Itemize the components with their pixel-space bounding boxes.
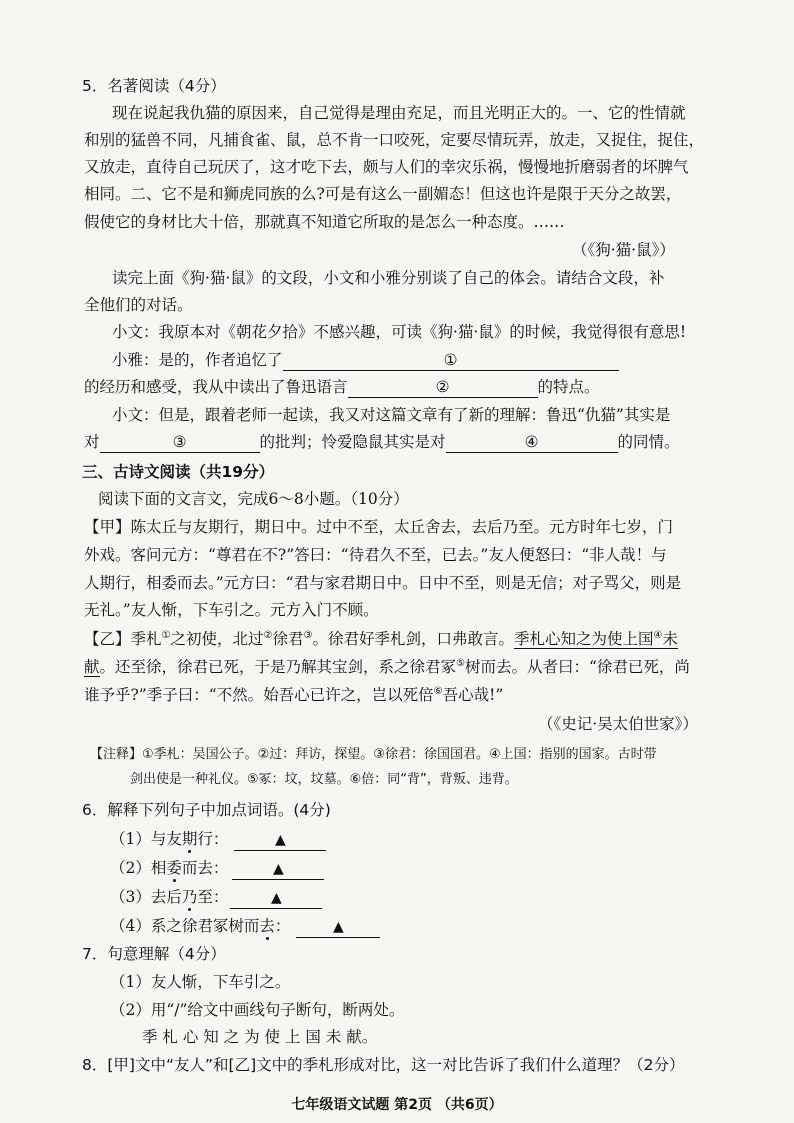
q6-answer-blank-4[interactable] bbox=[296, 916, 380, 938]
note-ref-4: ④ bbox=[653, 629, 663, 641]
q6-item-text: （1）与友 bbox=[110, 830, 182, 848]
q6-item-2 bbox=[110, 858, 324, 880]
q5-para-line-3: 又放走，直待自己玩厌了，这才吃下去，颇与人们的幸灾乐祸，慢慢地折磨弱者的坏脾气 bbox=[84, 158, 689, 176]
note-ref-1: ① bbox=[161, 629, 171, 641]
q6-answer-blank-3[interactable] bbox=[230, 887, 322, 909]
q8-title: 8．[甲]文中“友人”和[乙]文中的季札形成对比，这一对比告诉了我们什么道理？（2分） bbox=[82, 1056, 685, 1074]
q6-item-text: 至： bbox=[197, 888, 229, 906]
dotted-word: 期 bbox=[181, 830, 198, 848]
q5-title: 5．名著阅读（4分） bbox=[82, 77, 226, 95]
q6-item-3 bbox=[110, 887, 322, 909]
triangle-icon: ▲ bbox=[273, 861, 284, 877]
blank-marker-3: ③ bbox=[172, 433, 187, 451]
q7-sentence-to-punctuate: 季 札 心 知 之 为 使 上 国 未 献。 bbox=[142, 1028, 378, 1046]
note-ref-2: ② bbox=[263, 629, 273, 641]
q7-title: 7．句意理解（4分） bbox=[82, 945, 226, 963]
passage-b-text: 。徐君好季札剑，口弗敢言。 bbox=[312, 630, 514, 648]
triangle-icon: ▲ bbox=[333, 919, 344, 935]
passage-b-text: 谁予乎?”季子曰：“不然。始吾心已许之，岂以死倍 bbox=[84, 686, 434, 704]
q5-dialogue-4: 小文：但是，跟着老师一起读，我又对这篇文章有了新的理解：鲁迅“仇猫”其实是 bbox=[112, 406, 671, 424]
answer-blank-1[interactable] bbox=[283, 350, 619, 371]
answer-blank-4[interactable] bbox=[446, 432, 618, 453]
q5-dialogue-3 bbox=[84, 377, 600, 398]
triangle-icon: ▲ bbox=[271, 890, 282, 906]
section-3-instruction: 阅读下面的文言文，完成6～8小题。（10分） bbox=[98, 490, 409, 508]
q5-para-line-4: 相同。二、它不是和狮虎同族的么?可是有这么一副媚态！但这也许是限于天分之故罢， bbox=[84, 185, 682, 203]
passage-b-line-2 bbox=[84, 657, 690, 677]
q5-para-line-5: 假使它的身材比大十倍，那就真不知道它所取的是怎么一种态度。…… bbox=[84, 213, 565, 231]
blank-marker-2: ② bbox=[435, 378, 450, 396]
passage-a-line-1: 【甲】陈太丘与友期行，期日中。过中不至，太丘舍去，去后乃至。元方时年七岁，门 bbox=[84, 518, 674, 536]
q5-dialogue-5-end: 的同情。 bbox=[617, 433, 680, 451]
underlined-text: 季札心知之为使上国 bbox=[513, 630, 654, 648]
q6-item-text: （2）相 bbox=[110, 859, 167, 877]
passage-b-text: 。还至徐，徐君已死，于是乃解其宝剑，系之徐君冢 bbox=[99, 658, 457, 676]
q6-item-1 bbox=[110, 829, 326, 851]
triangle-icon: ▲ bbox=[275, 832, 286, 848]
q5-source: （《狗·猫·鼠》） bbox=[572, 241, 675, 259]
q6-answer-blank-2[interactable] bbox=[232, 858, 324, 880]
underlined-sentence-part-2: 献 bbox=[84, 658, 100, 676]
q7-item-2: （2）用“/”给文中画线句子断句，断两处。 bbox=[110, 1001, 405, 1019]
q6-item-text: （3）去后 bbox=[110, 888, 182, 906]
answer-blank-2[interactable] bbox=[348, 377, 538, 398]
q5-dialogue-5-mid: 的批判；怜爱隐鼠其实是对 bbox=[259, 433, 446, 451]
passage-b-text: 【乙】季札 bbox=[84, 630, 162, 648]
q5-dialogue-3-text: 的经历和感受，我从中读出了鲁迅语言 bbox=[84, 378, 348, 396]
q6-title: 6．解释下列句子中加点词语。(4分) bbox=[82, 801, 331, 819]
passage-a-line-3: 人期行，相委而去。”元方曰：“君与家君期日中。日中不至，则是无信；对子骂父，则是 bbox=[84, 574, 682, 592]
q5-instruction-1: 读完上面《狗·猫·鼠》的文段，小文和小雅分别谈了自己的体会。请结合文段，补 bbox=[112, 269, 665, 287]
passage-b-line-1 bbox=[84, 629, 678, 649]
underlined-text: 未 bbox=[662, 630, 678, 648]
passage-b-text: 树而去。从者曰：“徐君已死，尚 bbox=[465, 658, 690, 676]
passage-b-text: 徐君 bbox=[272, 630, 304, 648]
q5-para-line-1: 现在说起我仇猫的原因来，自己觉得是理由充足，而且光明正大的。一、它的性情就 bbox=[112, 104, 686, 122]
passage-a-line-2: 外戏。客问元方：“尊君在不?”答曰：“待君久不至，已去。”友人便怒曰：“非人哉！与 bbox=[84, 546, 667, 564]
q5-dialogue-2 bbox=[112, 350, 619, 371]
q5-instruction-2: 全他们的对话。 bbox=[84, 296, 193, 314]
q5-dialogue-3-end: 的特点。 bbox=[537, 378, 600, 396]
page-footer: 七年级语文试题 第2页 （共6页） bbox=[291, 1097, 503, 1113]
q6-item-text: ： bbox=[274, 917, 291, 935]
blank-marker-4: ④ bbox=[524, 433, 539, 451]
passage-b-line-3 bbox=[84, 685, 503, 705]
section-3-title: 三、古诗文阅读（共19分） bbox=[82, 463, 275, 481]
passage-b-text: 吾心哉!” bbox=[442, 686, 504, 704]
underlined-sentence-part-1 bbox=[514, 630, 678, 649]
passage-b-text: 之初使，北过 bbox=[170, 630, 264, 648]
answer-blank-3[interactable] bbox=[100, 432, 260, 453]
q5-dialogue-5 bbox=[84, 432, 680, 453]
passage-b-source: （《史记·吴太伯世家》） bbox=[538, 715, 698, 733]
note-ref-6: ⑥ bbox=[433, 685, 443, 697]
q5-dialogue-2-text: 小雅：是的，作者追忆了 bbox=[112, 351, 283, 369]
q6-item-text: 行： bbox=[197, 830, 229, 848]
note-ref-5: ⑤ bbox=[456, 657, 465, 669]
q6-item-4 bbox=[110, 916, 380, 938]
note-ref-3: ③ bbox=[303, 629, 313, 641]
q5-para-line-2: 和别的猛兽不同，凡捕食雀、鼠，总不肯一口咬死，定要尽情玩弄，放走，又捉住，捉住， bbox=[84, 131, 705, 149]
q5-dialogue-1: 小文：我原本对《朝花夕拾》不感兴趣，可读《狗·猫·鼠》的时候，我觉得很有意思! bbox=[112, 323, 687, 341]
q6-item-text: 而去： bbox=[181, 859, 229, 877]
q5-dialogue-5-text: 对 bbox=[84, 433, 100, 451]
q7-item-1: （1）友人惭，下车引之。 bbox=[110, 973, 291, 991]
dotted-word: 委 bbox=[166, 859, 182, 877]
annotation-line-1: 【注释】①季札：吴国公子。②过：拜访，探望。③徐君：徐国国君。④上国：指别的国家。古时带 bbox=[90, 747, 657, 762]
dotted-word: 乃 bbox=[181, 888, 198, 906]
blank-marker-1: ① bbox=[443, 351, 458, 369]
annotation-line-2: 剑出使是一种礼仪。⑤冢：坟，坟墓。⑥倍：同“背”，背叛、违背。 bbox=[130, 772, 518, 787]
q6-item-text: （4）系之徐君冢树而 bbox=[110, 917, 260, 935]
dotted-word: 去 bbox=[259, 917, 275, 935]
passage-a-line-4: 无礼。”友人惭，下车引之。元方入门不顾。 bbox=[84, 601, 379, 619]
q6-answer-blank-1[interactable] bbox=[234, 829, 326, 851]
